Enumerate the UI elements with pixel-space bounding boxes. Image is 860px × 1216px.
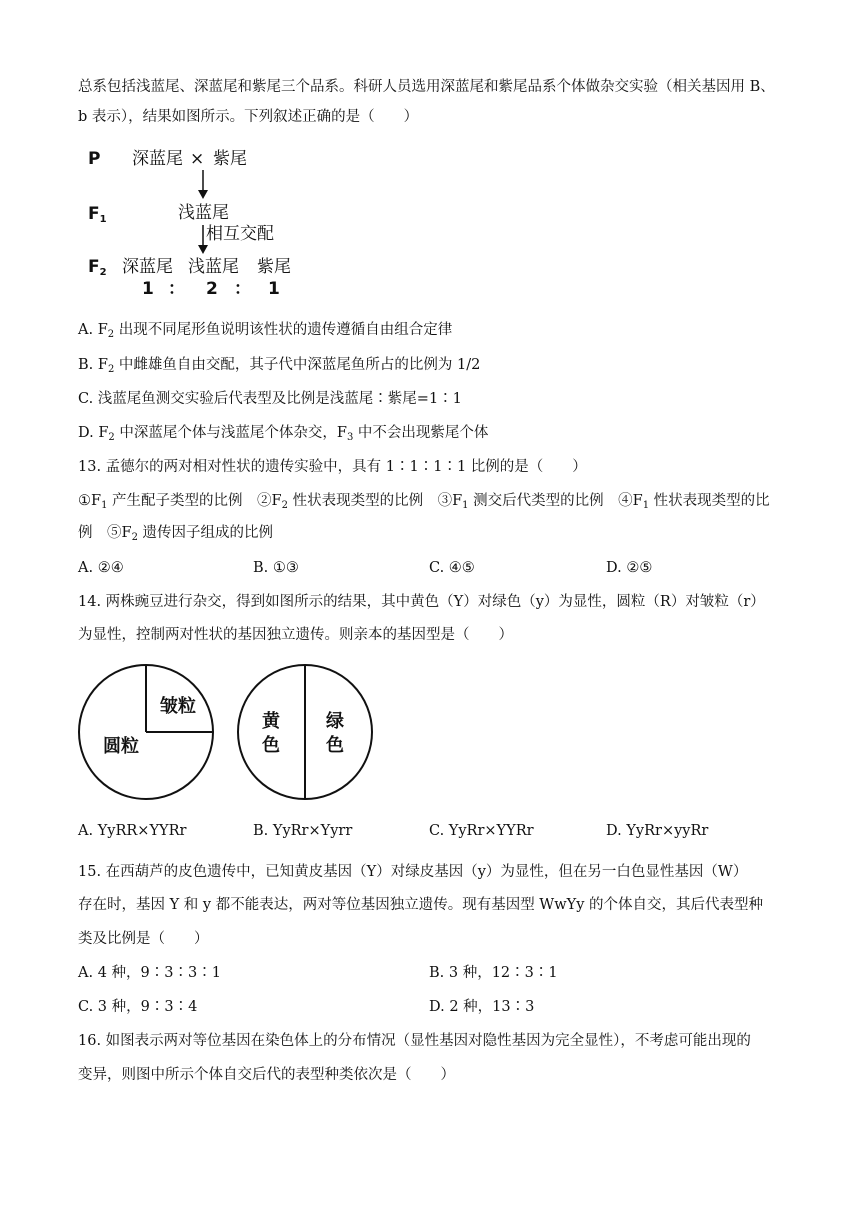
q13-option-d[interactable]: D. ②⑤: [606, 560, 653, 576]
pie-label-green-2: 色: [326, 735, 344, 756]
cross-ratio-colon-2: ：: [234, 279, 251, 299]
cross-p-label: P: [88, 149, 101, 169]
q12-option-b[interactable]: B. $F_2$ 中雌雄鱼自由交配，其子代中深蓝尾鱼所占的比例为 1/2: [78, 357, 481, 375]
q15-option-d[interactable]: D. 2 种，13∶3: [429, 999, 535, 1015]
q13-stem: 13. 孟德尔的两对相对性状的遗传实验中，具有 1∶1∶1∶1 比例的是（ ）: [78, 459, 587, 475]
q13-option-c[interactable]: C. ④⑤: [429, 560, 475, 576]
cross-arrow-1: [196, 170, 210, 200]
cross-ratio-2: 2: [206, 279, 218, 299]
q14-stem-line1: 14. 两株豌豆进行杂交，得到如图所示的结果，其中黄色（Y）对绿色（y）为显性，圆粒（R）对皱粒（r）: [78, 594, 765, 610]
q15-option-a[interactable]: A. 4 种，9∶3∶3∶1: [78, 965, 221, 981]
q13-items-line1: $①F_1$ 产生配子类型的比例 $②F_2$ 性状表现类型的比例 $③F_1$ 测交后代类型的比例 $④F_1$ 性状表现类型的比: [78, 493, 770, 511]
q14-stem-line2: 为显性，控制两对性状的基因独立遗传。则亲本的基因型是（ ）: [78, 627, 513, 643]
cross-p-parent1: 深蓝尾: [132, 149, 183, 169]
cross-f2-phenotype-1: 深蓝尾: [122, 257, 173, 277]
cross-ratio-1: 1: [142, 279, 154, 299]
pie-label-wrinkled: 皱粒: [160, 696, 196, 717]
q12-option-a[interactable]: A. $F_2$ 出现不同尾形鱼说明该性状的遗传遵循自由组合定律: [78, 322, 453, 340]
q15-option-b[interactable]: B. 3 种，12∶3∶1: [429, 965, 558, 981]
cross-arrow-label: 相互交配: [206, 224, 274, 244]
q13-option-b[interactable]: B. ①③: [253, 560, 299, 576]
cross-f2-phenotype-3: 紫尾: [257, 257, 291, 277]
q16-stem-line2: 变异，则图中所示个体自交后代的表型种类依次是（ ）: [78, 1067, 455, 1083]
q14-option-b[interactable]: B. YyRr×Yyrr: [253, 823, 353, 839]
cross-p-times: ×: [190, 149, 205, 169]
pie-seed-color: [238, 665, 372, 799]
q14-option-a[interactable]: A. YyRR×YYRr: [78, 823, 187, 839]
cross-f2-label: $F_2$: [88, 257, 107, 278]
cross-f1-label: $F_1$: [88, 204, 107, 225]
q16-stem-line1: 16. 如图表示两对等位基因在染色体上的分布情况（显性基因对隐性基因为完全显性），不考虑可能出现的: [78, 1033, 751, 1049]
cross-ratio-3: 1: [268, 279, 280, 299]
cross-f2-phenotype-2: 浅蓝尾: [188, 257, 239, 277]
q13-option-a[interactable]: A. ②④: [78, 560, 124, 576]
q13-items-line2: 例 $⑤F_2$ 遗传因子组成的比例: [78, 525, 274, 543]
q12-stem-line1: 总系包括浅蓝尾、深蓝尾和紫尾三个品系。科研人员选用深蓝尾和紫尾品系个体做杂交实验（相关基因用 B、: [78, 79, 775, 95]
pie-label-yellow-2: 色: [262, 735, 280, 756]
cross-f1-phenotype: 浅蓝尾: [178, 203, 229, 223]
q12-stem-line2: b 表示），结果如图所示。下列叙述正确的是（ ）: [78, 109, 419, 125]
q14-pie-diagrams: [70, 655, 390, 805]
pie-label-round: 圆粒: [103, 736, 139, 757]
q12-option-c[interactable]: C. 浅蓝尾鱼测交实验后代表型及比例是浅蓝尾∶紫尾=1∶1: [78, 391, 462, 407]
q12-option-d[interactable]: D. $F_2$ 中深蓝尾个体与浅蓝尾个体杂交，$F_3$ 中不会出现紫尾个体: [78, 425, 489, 443]
cross-ratio-colon-1: ：: [168, 279, 185, 299]
q15-stem-line2: 存在时，基因 Y 和 y 都不能表达，两对等位基因独立遗传。现有基因型 WwYy 的个体自交，其后代表型种: [78, 897, 763, 913]
q15-stem-line1: 15. 在西葫芦的皮色遗传中，已知黄皮基因（Y）对绿皮基因（y）为显性，但在另一白色显性基因（W）: [78, 864, 748, 880]
q14-option-d[interactable]: D. YyRr×yyRr: [606, 823, 709, 839]
pie-label-green-1: 绿: [326, 711, 344, 732]
pie-label-yellow-1: 黄: [262, 711, 280, 732]
q14-option-c[interactable]: C. YyRr×YYRr: [429, 823, 534, 839]
q15-stem-line3: 类及比例是（ ）: [78, 931, 209, 947]
q15-option-c[interactable]: C. 3 种，9∶3∶4: [78, 999, 198, 1015]
pie-shape-seed: [79, 665, 213, 799]
cross-p-parent2: 紫尾: [213, 149, 247, 169]
